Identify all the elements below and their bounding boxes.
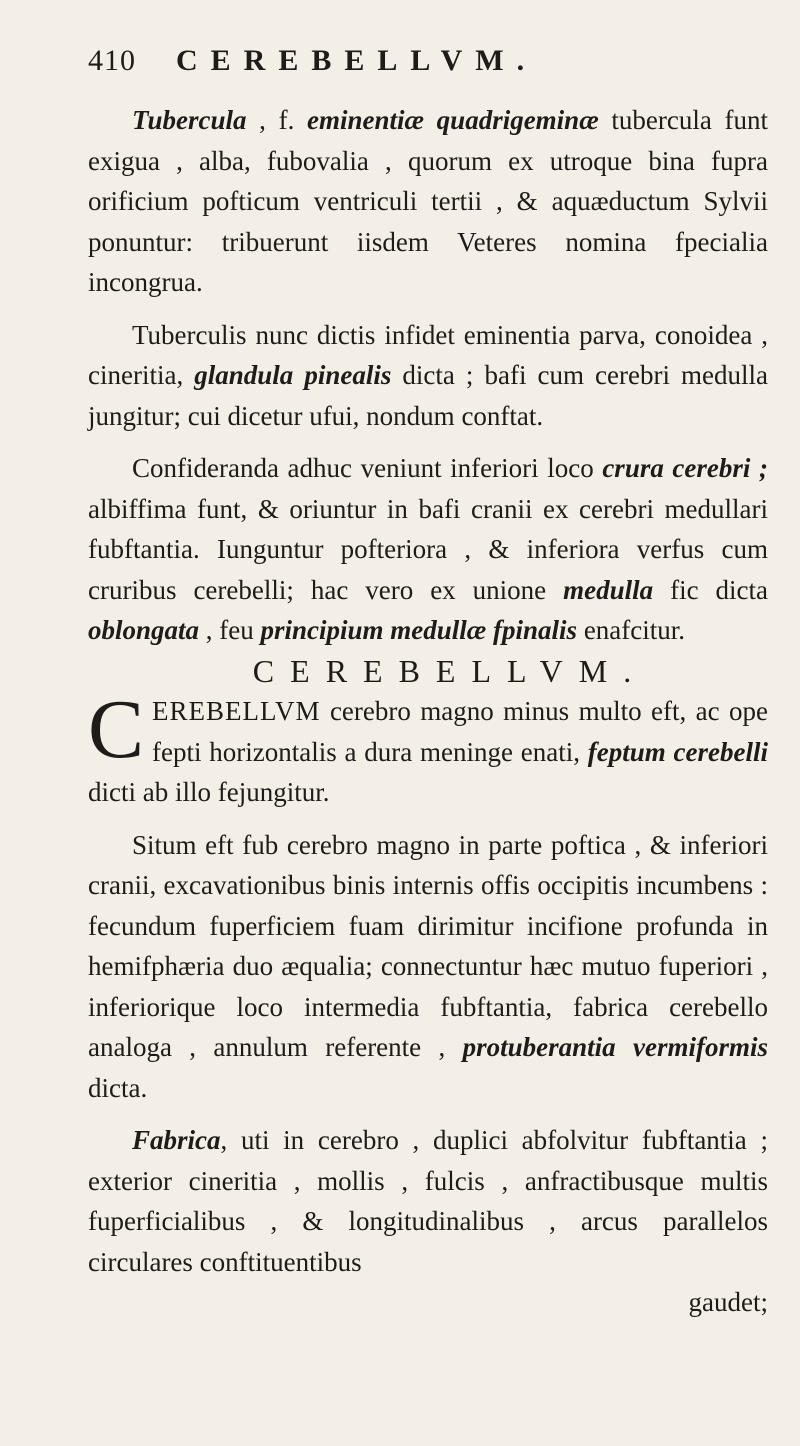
text: enafcitur.	[577, 615, 686, 645]
paragraph-last-line	[88, 1282, 768, 1323]
page-body	[88, 100, 768, 1323]
paragraph-glandula-pinealis	[88, 315, 768, 437]
text: tubercula funt exigua , alba, fubovalia , quorum ex utroque bina fupra orificium pofticum ventriculi tertii , & aquæductum Sylvii ponuntur: tribuerunt iisdem Veteres nomina fpecialia incongrua.	[88, 105, 768, 297]
paragraph-cerebellum	[88, 683, 768, 813]
text: albiffima funt, & oriuntur in bafi cranii ex cerebri medullari fubftantia. Iunguntur pofteriora , & inferiora verfus cum cruribus cerebelli; hac vero ex unione	[88, 493, 768, 605]
paragraph-crura-cerebri	[88, 448, 768, 651]
text: dicti ab illo fejungitur.	[88, 777, 330, 807]
text: , uti in cerebro , duplici abfolvitur fubftantia ; exterior cineritia , mollis , fulcis , anfractibusque multis fuperficialibus , & longitudinalibus , arcus parallelos circulares conftituentibus	[88, 1125, 768, 1277]
page-header	[88, 40, 740, 82]
text: Tuberculis nunc dictis infidet eminentia parva, conoidea , cineritia,	[88, 319, 768, 390]
text: Situm eft fub cerebro magno in parte poftica , & inferiori cranii, excavationibus binis internis offis occipitis incumbens : fecundum fuperficiem fuam dirimitur incifione profunda in hemifphæria duo æqualia; connectuntur hæc mutuo fuperiori , inferiorique loco intermedia fubftantia, fabrica cerebello analoga , annulum referente ,	[88, 829, 768, 1062]
term-crura-cerebri: crura cerebri ;	[602, 453, 768, 483]
text: fic dicta	[653, 574, 768, 605]
text: cerebro magno minus multo eft, ac ope fepti horizontalis a dura meninge enati,	[152, 696, 768, 767]
paragraph-situm	[88, 825, 768, 1109]
text: , f.	[246, 105, 307, 135]
term-eminentiae: eminentiæ quadrigeminæ	[307, 105, 599, 135]
term-medulla: medulla	[563, 574, 654, 605]
small-caps-word: EREBELLVM	[152, 696, 321, 726]
text: Confideranda adhuc veniunt inferiori loco	[132, 453, 603, 483]
term-fabrica: Fabrica	[132, 1125, 221, 1155]
term-principium: principium medullæ fpinalis	[260, 615, 578, 645]
term-glandula-pinealis: glandula pinealis	[194, 360, 392, 390]
term-septum-cerebelli: feptum cerebelli	[587, 736, 768, 767]
text: , feu	[199, 615, 261, 645]
drop-cap: C	[88, 683, 145, 776]
term-protuberantia: protuberantia vermiformis	[462, 1032, 768, 1062]
section-heading: CEREBELLVM.	[252, 652, 648, 689]
text: dicta.	[88, 1072, 148, 1103]
term-tubercula: Tubercula	[132, 105, 247, 135]
running-title: CEREBELLVM.	[176, 44, 538, 77]
term-oblongata: oblongata	[88, 615, 200, 645]
paragraph-fabrica	[88, 1120, 768, 1282]
text: dicta ; bafi cum cerebri medulla jungitur; cui dicetur ufui, nondum conftat.	[88, 360, 769, 431]
paragraph-tubercula	[88, 100, 768, 303]
text: gaudet;	[688, 1287, 768, 1317]
page-number: 410	[88, 44, 136, 77]
